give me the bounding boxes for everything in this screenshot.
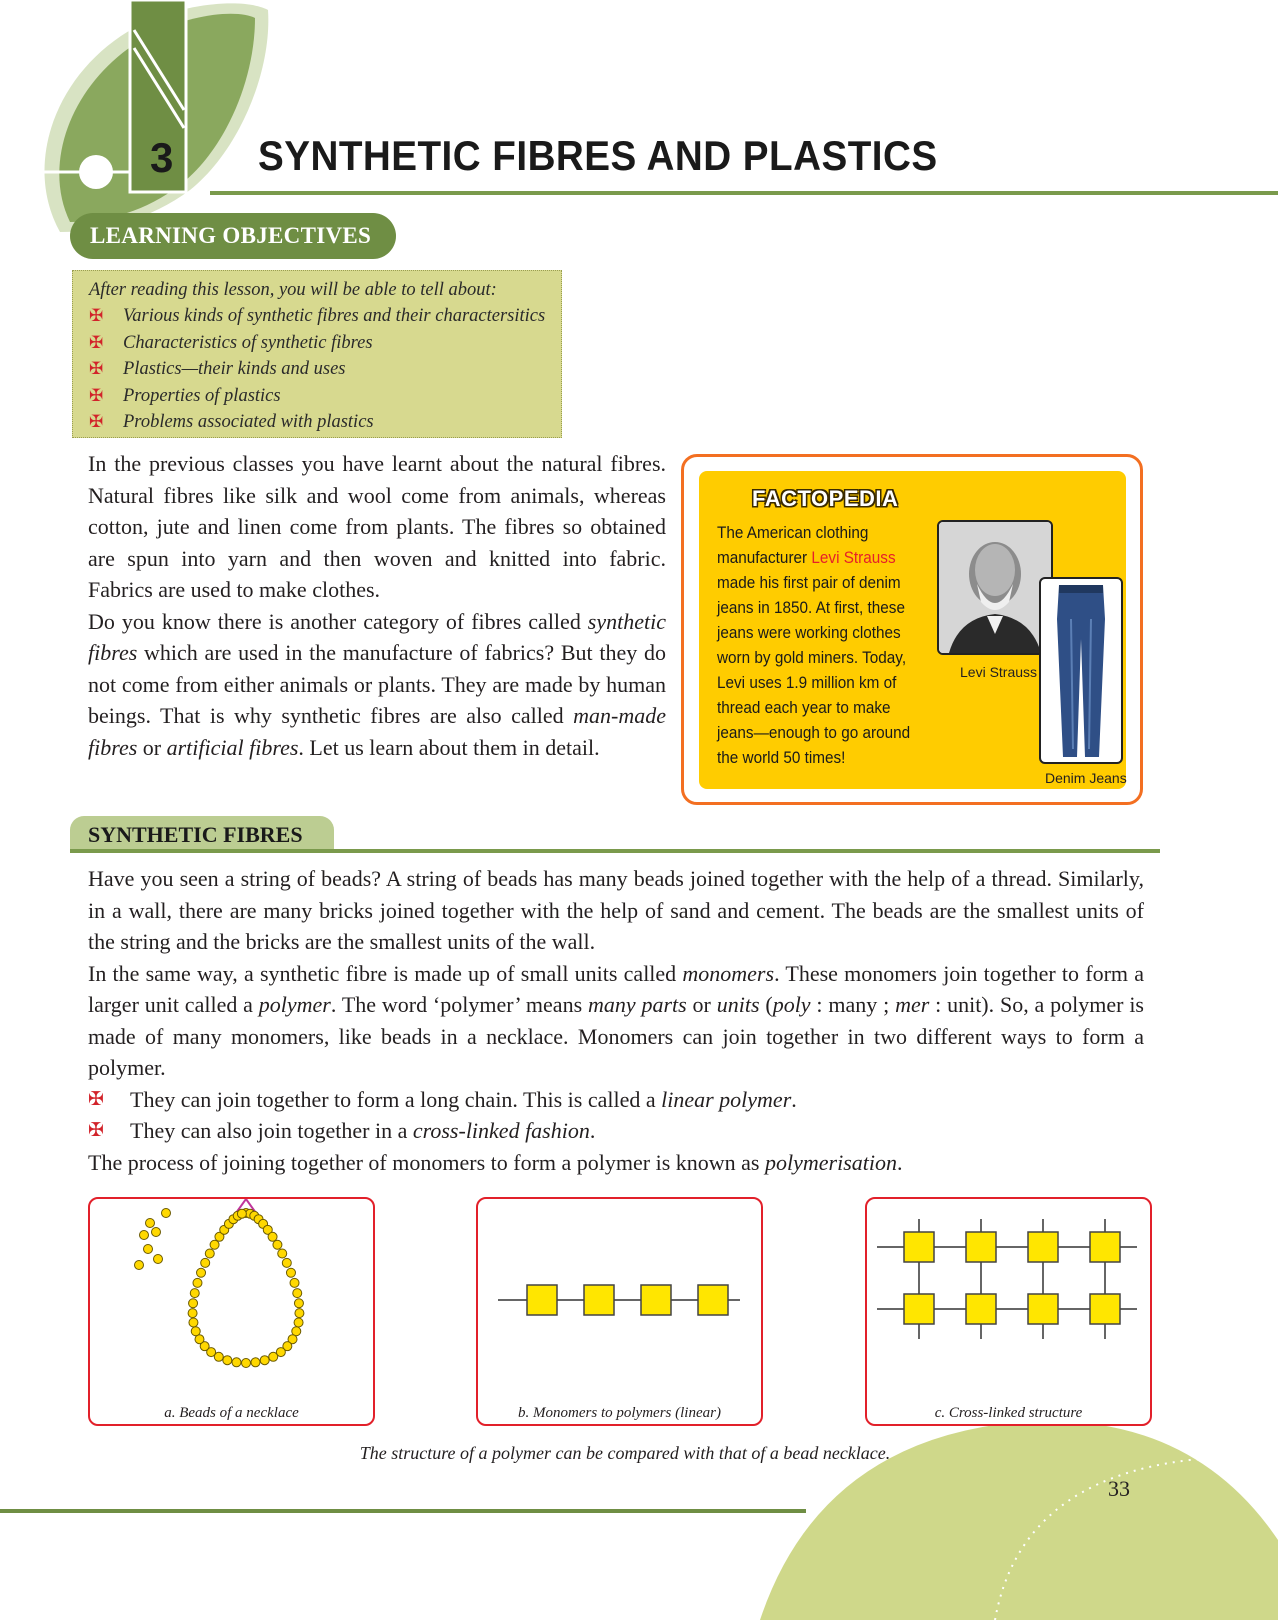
bead: [146, 1219, 155, 1228]
section-paragraph-1: Have you seen a string of beads? A string of beads has many beads joined together with the help of a thread. Similarly, in a wall, there are many bricks joined together with the help of sand and cement. The beads are the smallest units of the string and the bricks are the smallest units of the wall.: [88, 866, 1144, 954]
page-number: 33: [1108, 1476, 1130, 1501]
intro-paragraph-1: In the previous classes you have learnt about the natural fibres. Natural fibres like silk and wool come from animals, whereas cotton, jute and linen come from plants. The fibres so obtained are spun into yarn and then woven and knitted into fabric. Fabrics are used to make clothes.: [88, 451, 666, 602]
header-rule: [210, 191, 1278, 195]
bead: [152, 1228, 161, 1237]
bead: [210, 1240, 219, 1249]
bullet-icon: ✠: [88, 1120, 104, 1141]
bullet-icon: ✠: [89, 359, 104, 378]
figure-linear: [476, 1197, 763, 1426]
objectives-intro: After reading this lesson, you will be able to tell about:: [89, 280, 497, 300]
bead: [201, 1258, 210, 1267]
factopedia-title: FACTOPEDIA: [752, 486, 899, 511]
figure-necklace: [88, 1197, 375, 1426]
bullet-icon: ✠: [88, 1088, 104, 1110]
bead: [188, 1309, 197, 1318]
bead: [290, 1278, 299, 1287]
bullet-icon: ✠: [89, 412, 104, 431]
objectives-box: [72, 270, 562, 438]
bullet-icon: ✠: [89, 306, 104, 325]
objective-item: [89, 409, 561, 436]
bullet-cross-linked: ✠ They can also join together in a cross-linked fashion.: [88, 1115, 1144, 1147]
denim-jeans-image: [1039, 577, 1123, 764]
bead: [294, 1299, 303, 1308]
figure-b-caption: b. Monomers to polymers (linear): [518, 1405, 721, 1421]
bullet-icon: ✠: [89, 385, 104, 405]
objective-item: [89, 330, 561, 357]
chapter-number: 3: [150, 134, 174, 181]
bead: [268, 1232, 277, 1241]
bead: [232, 1358, 241, 1367]
section-paragraph-3: The process of joining together of monomers to form a polymer is known as polymerisation.: [88, 1149, 903, 1175]
objective-item: [89, 356, 561, 383]
objective-text: Characteristics of synthetic fibres: [123, 332, 373, 353]
bead: [189, 1299, 198, 1308]
figure-c-caption: c. Cross-linked structure: [934, 1405, 1083, 1421]
bead: [193, 1278, 202, 1287]
bead: [293, 1289, 302, 1298]
section-heading: SYNTHETIC FIBRES: [70, 816, 334, 852]
levi-caption: Levi Strauss: [960, 664, 1038, 680]
objective-item: [89, 383, 561, 410]
bullet-icon: ✠: [89, 332, 104, 352]
objective-item: [89, 303, 561, 330]
section-rule: [70, 849, 1160, 853]
bead: [205, 1249, 214, 1258]
bead: [135, 1261, 144, 1270]
intro-paragraphs: [88, 448, 666, 763]
objectives-heading: LEARNING OBJECTIVES: [70, 213, 396, 259]
figure-main-caption: The structure of a polymer can be compared with that of a bead necklace.: [359, 1443, 891, 1463]
bead: [294, 1318, 303, 1327]
bead: [191, 1327, 200, 1336]
objective-text: Properties of plastics: [123, 385, 281, 406]
bead: [140, 1231, 149, 1240]
bead: [295, 1309, 304, 1318]
objective-text: Various kinds of synthetic fibres and their charactersitics: [123, 306, 546, 326]
bead: [286, 1268, 295, 1277]
bead: [242, 1359, 251, 1368]
bead: [197, 1268, 206, 1277]
bead: [162, 1209, 171, 1218]
bead: [237, 1209, 246, 1218]
cross-linked-diagram: [867, 1199, 1150, 1379]
objective-text: Problems associated with plastics: [123, 412, 374, 432]
bullet-linear: ✠ They can join together to form a long chain. This is called a linear polymer.: [88, 1084, 1144, 1116]
bead: [189, 1318, 198, 1327]
section-body: [88, 863, 1144, 1178]
bead: [144, 1245, 153, 1254]
chapter-title: SYNTHETIC FIBRES AND PLASTICS: [258, 132, 938, 179]
intro-paragraph-2: Do you know there is another category of fibres called synthetic fibres which are used in the manufacture of fabrics? But they do not come from either animals or plants. They are made by human beings. That is why synthetic fibres are also called man-made fibres or artificial fibres. Let us learn about them in detail.: [88, 608, 666, 760]
section-paragraph-2: In the same way, a synthetic fibre is made up of small units called monomers. These monomers join together to form a larger unit called a polymer. The word ‘polymer’ means many parts or units (poly : many ; mer : unit). So, a polymer is made of many monomers, like beads in a necklace. Monomers can join together in two different ways to form a polymer.: [88, 960, 1144, 1080]
bead: [223, 1356, 232, 1365]
bead: [251, 1358, 260, 1367]
figure-a-caption: a. Beads of a necklace: [164, 1405, 299, 1421]
linear-polymer-diagram: [478, 1199, 761, 1379]
bead: [154, 1255, 163, 1264]
bead: [269, 1352, 278, 1361]
bead: [282, 1258, 291, 1267]
bead: [273, 1240, 282, 1249]
jeans-caption: Denim Jeans: [1045, 770, 1127, 786]
figure-cross-linked: [865, 1197, 1152, 1426]
footer-rule: [0, 1509, 806, 1513]
factopedia-text: The American clothing manufacturer Levi Strauss made his first pair of denim jeans in 1850. At first, these jeans were working clothes worn by gold miners. Today, Levi uses 1.9 million km of thread each year to make jeans—enough to go around the world 50 times!: [717, 523, 911, 767]
bead: [190, 1289, 199, 1298]
objective-text: Plastics—their kinds and uses: [123, 359, 346, 379]
necklace-diagram: [90, 1199, 373, 1379]
levi-strauss-photo: [937, 520, 1053, 655]
bead: [260, 1356, 269, 1365]
bead: [278, 1249, 287, 1258]
